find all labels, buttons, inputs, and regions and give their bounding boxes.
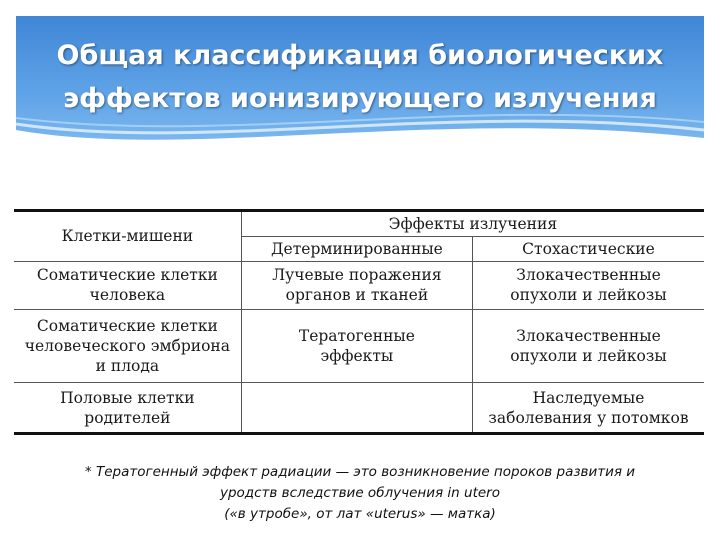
- cell-line: Наследуемые: [532, 388, 645, 407]
- header-deterministic: Детерминированные: [241, 237, 472, 261]
- cell-line: человека: [89, 286, 166, 305]
- cell-line: Соматические клетки: [36, 317, 218, 336]
- table-row: [14, 261, 704, 310]
- cell-line: и плода: [95, 357, 160, 376]
- cell-line: Злокачественные: [516, 327, 661, 346]
- row1-stochastic: [473, 261, 705, 310]
- row2-deterministic: [241, 310, 472, 383]
- cell-line: органов и тканей: [285, 286, 429, 305]
- cell-line: заболевания у потомков: [488, 408, 689, 427]
- classification-table: [14, 209, 704, 435]
- row3-deterministic-empty: [241, 383, 472, 434]
- slide-header: [16, 16, 704, 168]
- cell-line: эффекты: [320, 347, 394, 366]
- table-row: [14, 383, 704, 434]
- footnote-line-1: * Тератогенный эффект радиации — это возникновение пороков развития и: [84, 464, 636, 480]
- row1-deterministic: [241, 261, 472, 310]
- footnote-line-3: («в утробе», от лат «uterus» — матка): [224, 506, 496, 522]
- cell-line: опухоли и лейкозы: [510, 286, 667, 305]
- header-stochastic: Стохастические: [473, 237, 705, 261]
- cell-line: Тератогенные: [298, 327, 415, 346]
- table-row: [14, 310, 704, 383]
- classification-table-wrapper: [14, 209, 704, 435]
- cell-line: Лучевые поражения: [272, 266, 442, 285]
- row3-target: [14, 383, 241, 434]
- slide-title: [16, 34, 704, 120]
- row1-target: [14, 261, 241, 310]
- cell-line: опухоли и лейкозы: [510, 347, 667, 366]
- cell-line: человеческого эмбриона: [24, 337, 230, 356]
- footnote-line-2: уродств вследствие облучения in utero: [219, 485, 500, 501]
- cell-line: родителей: [84, 408, 171, 427]
- header-target-cells: Клетки-мишени: [61, 227, 194, 246]
- title-line-1: Общая классификация биологических: [56, 40, 664, 71]
- title-line-2: эффектов ионизирующего излучения: [63, 83, 657, 114]
- cell-line: Соматические клетки: [36, 266, 218, 285]
- row2-stochastic: [473, 310, 705, 383]
- header-effects: Эффекты излучения: [241, 211, 704, 237]
- cell-line: Половые клетки: [60, 388, 195, 407]
- row3-stochastic: [473, 383, 705, 434]
- row2-target: [14, 310, 241, 383]
- cell-line: Злокачественные: [516, 266, 661, 285]
- footnote: [40, 462, 680, 525]
